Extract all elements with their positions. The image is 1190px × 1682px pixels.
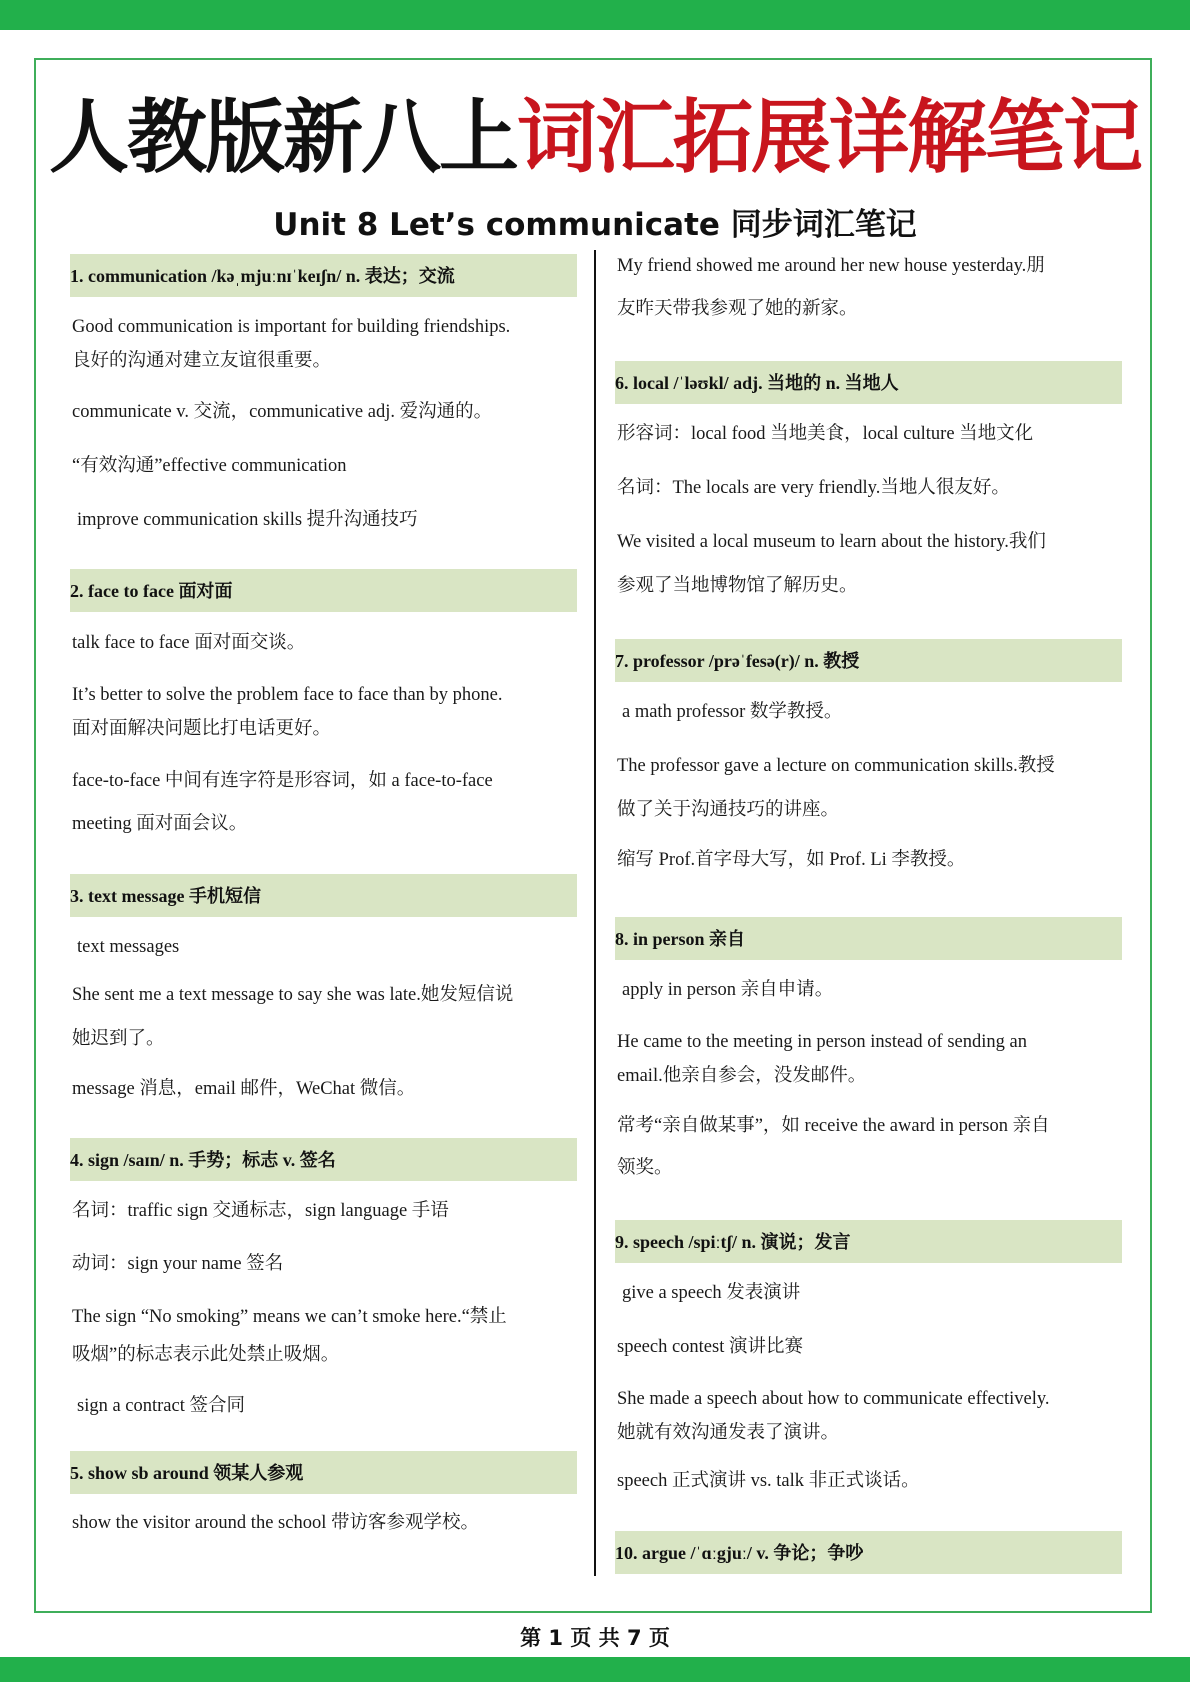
page-title [0, 88, 1190, 188]
example-line: 吸烟”的标志表示此处禁止吸烟。 [72, 1345, 340, 1365]
entry-heading-communication: 1. communication /kəˌmjuːnɪˈkeɪʃn/ n. 表达；交流 [70, 254, 577, 297]
example-line: We visited a local museum to learn about the history.我们 [617, 532, 1046, 552]
entry-example: talk face to face 面对面交谈。 [72, 633, 306, 653]
entry-example: sign a contract 签合同 [77, 1396, 245, 1416]
bottom-green-band [0, 1657, 1190, 1682]
entry-example [617, 744, 1122, 832]
top-green-band [0, 0, 1190, 30]
example-line: 面对面解决问题比打电话更好。 [72, 719, 332, 739]
entry-heading-local: 6. local /ˈləʊkl/ adj. 当地的 n. 当地人 [615, 361, 1122, 404]
entry-example [72, 1298, 577, 1374]
entry-example: apply in person 亲自申请。 [622, 980, 834, 1000]
example-line: She sent me a text message to say she was late.她发短信说 [72, 985, 514, 1005]
entry-example: show the visitor around the school 带访客参观学校。 [72, 1513, 479, 1533]
entry-example: improve communication skills 提升沟通技巧 [77, 510, 418, 530]
example-line: face-to-face 中间有连字符是形容词，如 a face-to-face [72, 771, 493, 791]
example-line: email.他亲自参会，没发邮件。 [617, 1066, 867, 1086]
example-line: 良好的沟通对建立友谊很重要。 [72, 351, 332, 371]
entry-example: 名词：traffic sign 交通标志，sign language 手语 [72, 1201, 449, 1221]
entry-heading-speech: 9. speech /spiːtʃ/ n. 演说；发言 [615, 1220, 1122, 1263]
column-divider [594, 250, 596, 1576]
entry-heading-in-person: 8. in person 亲自 [615, 917, 1122, 960]
title-red-part: 词汇拓展详解笔记 [517, 91, 1141, 184]
entry-heading-face-to-face: 2. face to face 面对面 [70, 569, 577, 612]
example-line: The professor gave a lecture on communication skills.教授 [617, 756, 1055, 776]
entry-example: “有效沟通”effective communication [72, 456, 347, 476]
entry-example [72, 973, 577, 1061]
entry-example [617, 520, 1122, 608]
entry-example: communicate v. 交流，communicative adj. 爱沟通的。 [72, 402, 493, 422]
entry-example [617, 1105, 1122, 1189]
entry-heading-sign: 4. sign /saɪn/ n. 手势；标志 v. 签名 [70, 1138, 577, 1181]
entry-example: speech contest 演讲比赛 [617, 1337, 803, 1357]
example-line: It’s better to solve the problem face to face than by phone. [72, 685, 503, 705]
example-line: He came to the meeting in person instead of sending an [617, 1032, 1027, 1052]
example-line: Good communication is important for building friendships. [72, 317, 511, 337]
example-line: 她迟到了。 [72, 1029, 165, 1049]
example-line: meeting 面对面会议。 [72, 814, 248, 834]
entry-example: a math professor 数学教授。 [622, 702, 843, 722]
entry-example [617, 1025, 1122, 1093]
right-column [617, 245, 1122, 1574]
entry-example: message 消息，email 邮件，WeChat 微信。 [72, 1079, 416, 1099]
entry-heading-show-sb-around: 5. show sb around 领某人参观 [70, 1451, 577, 1494]
example-line: She made a speech about how to communicate effectively. [617, 1389, 1050, 1409]
example-line: 领奖。 [617, 1158, 673, 1178]
example-line: 参观了当地博物馆了解历史。 [617, 576, 858, 596]
entry-heading-professor: 7. professor /prəˈfesə(r)/ n. 教授 [615, 639, 1122, 682]
example-line: 友昨天带我参观了她的新家。 [617, 299, 858, 319]
left-column [72, 254, 577, 1541]
entry-example: 形容词：local food 当地美食，local culture 当地文化 [617, 424, 1034, 444]
entry-example: 名词：The locals are very friendly.当地人很友好。 [617, 478, 1010, 498]
entry-example [72, 760, 577, 846]
example-line: 做了关于沟通技巧的讲座。 [617, 800, 840, 820]
entry-example: give a speech 发表演讲 [622, 1283, 801, 1303]
entry-example: text messages [77, 937, 180, 957]
entry-example: 缩写 Prof.首字母大写，如 Prof. Li 李教授。 [617, 850, 966, 870]
entry-example: speech 正式演讲 vs. talk 非正式谈话。 [617, 1471, 920, 1491]
entry-heading-text-message: 3. text message 手机短信 [70, 874, 577, 917]
entry-example: 动词：sign your name 签名 [72, 1254, 284, 1274]
example-line: The sign “No smoking” means we can’t smoke here.“禁止 [72, 1307, 507, 1327]
page-footer: 第 1 页 共 7 页 [520, 1626, 670, 1650]
title-black-part: 人教版新八上 [49, 91, 517, 184]
page-subtitle: Unit 8 Let’s communicate 同步词汇笔记 [273, 207, 917, 243]
entry-heading-argue: 10. argue /ˈɑːgjuː/ v. 争论；争吵 [615, 1531, 1122, 1574]
entry-example [617, 1382, 1122, 1450]
example-line: 她就有效沟通发表了演讲。 [617, 1423, 840, 1443]
entry-example [72, 310, 577, 378]
entry-example [617, 245, 1122, 331]
example-line: My friend showed me around her new house yesterday.朋 [617, 256, 1045, 276]
entry-example [72, 678, 577, 746]
example-line: 常考“亲自做某事”，如 receive the award in person 亲自 [617, 1116, 1050, 1136]
